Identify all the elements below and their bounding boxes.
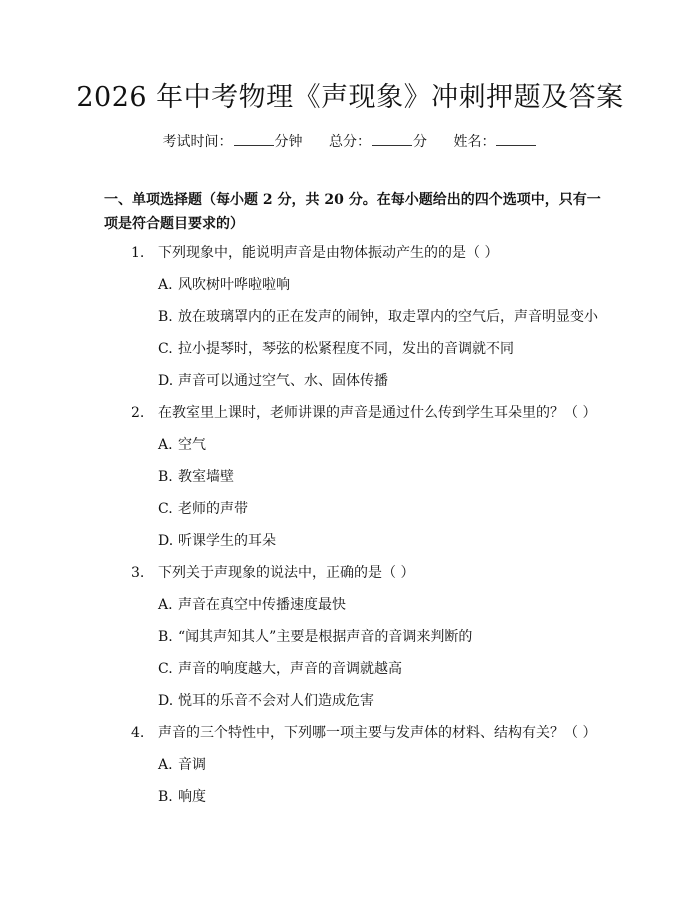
total-score-field	[329, 134, 427, 150]
option-text: 声音的响度越大，声音的音调就越高	[178, 661, 402, 677]
page-title: 2026 年中考物理《声现象》冲刺押题及答案	[76, 82, 624, 113]
option-2c	[158, 499, 248, 519]
option-letter: C.	[158, 501, 173, 517]
option-1c	[158, 339, 514, 359]
option-3d	[158, 691, 374, 711]
option-3a	[158, 595, 346, 615]
student-name-blank	[496, 131, 536, 146]
total-score-blank	[372, 131, 412, 146]
question-2	[131, 403, 596, 423]
option-letter: A.	[158, 597, 173, 613]
option-letter: D.	[158, 373, 174, 389]
question-number: 3.	[131, 565, 145, 581]
total-score-unit: 分	[413, 134, 427, 150]
option-letter: B.	[158, 469, 173, 485]
option-text: 声音在真空中传播速度最快	[178, 597, 346, 613]
option-text: 声音可以通过空气、水、固体传播	[178, 373, 388, 389]
option-letter: D.	[158, 693, 174, 709]
option-text: 教室墙壁	[178, 469, 234, 485]
option-2b	[158, 467, 234, 487]
option-text: 空气	[178, 437, 206, 453]
question-text: 声音的三个特性中，下列哪一项主要与发声体的材料、结构有关？（ ）	[158, 725, 597, 741]
option-2a	[158, 435, 206, 455]
question-3	[131, 563, 414, 583]
option-letter: B.	[158, 309, 173, 325]
option-text: 听课学生的耳朵	[178, 533, 276, 549]
option-1d	[158, 371, 388, 391]
option-letter: B.	[158, 629, 173, 645]
question-text: 下列现象中，能说明声音是由物体振动产生的的是（ ）	[158, 245, 499, 261]
student-name-label: 姓名：	[453, 134, 496, 150]
option-text: 悦耳的乐音不会对人们造成危害	[178, 693, 374, 709]
exam-meta-line	[0, 131, 700, 152]
option-2d	[158, 531, 276, 551]
question-number: 2.	[131, 405, 145, 421]
total-score-label: 总分：	[329, 134, 371, 150]
option-letter: A.	[158, 757, 173, 773]
option-3b	[158, 627, 472, 647]
option-text: 响度	[178, 789, 206, 805]
section-heading: 一、单项选择题（每小题 2 分，共 20 分。在每小题给出的四个选项中，只有一项是符合题目要求的）	[104, 192, 601, 232]
option-3c	[158, 659, 402, 679]
student-name-field	[453, 134, 537, 150]
option-letter: C.	[158, 661, 173, 677]
exam-time-unit: 分钟	[274, 134, 303, 150]
option-letter: C.	[158, 341, 173, 357]
exam-time-blank	[234, 131, 274, 146]
option-text: 拉小提琴时，琴弦的松紧程度不同，发出的音调就不同	[178, 341, 514, 357]
option-4b	[158, 787, 206, 807]
option-1b	[158, 307, 598, 327]
option-letter: D.	[158, 533, 174, 549]
question-text: 在教室里上课时，老师讲课的声音是通过什么传到学生耳朵里的？（ ）	[158, 405, 597, 421]
option-text: “闻其声知其人”主要是根据声音的音调来判断的	[178, 629, 473, 645]
question-4	[131, 723, 596, 743]
question-1	[131, 243, 498, 263]
option-letter: A.	[158, 277, 173, 293]
question-number: 4.	[131, 725, 145, 741]
option-letter: A.	[158, 437, 173, 453]
option-4a	[158, 755, 206, 775]
question-number: 1.	[131, 245, 145, 261]
option-1a	[158, 275, 290, 295]
option-letter: B.	[158, 789, 173, 805]
exam-time-field	[163, 134, 303, 150]
exam-time-label: 考试时间：	[162, 134, 233, 150]
option-text: 老师的声带	[178, 501, 248, 517]
option-text: 风吹树叶哗啦啦响	[178, 277, 290, 293]
option-text: 音调	[178, 757, 206, 773]
question-text: 下列关于声现象的说法中，正确的是（ ）	[158, 565, 415, 581]
option-text: 放在玻璃罩内的正在发声的闹钟，取走罩内的空气后，声音明显变小	[178, 309, 598, 325]
